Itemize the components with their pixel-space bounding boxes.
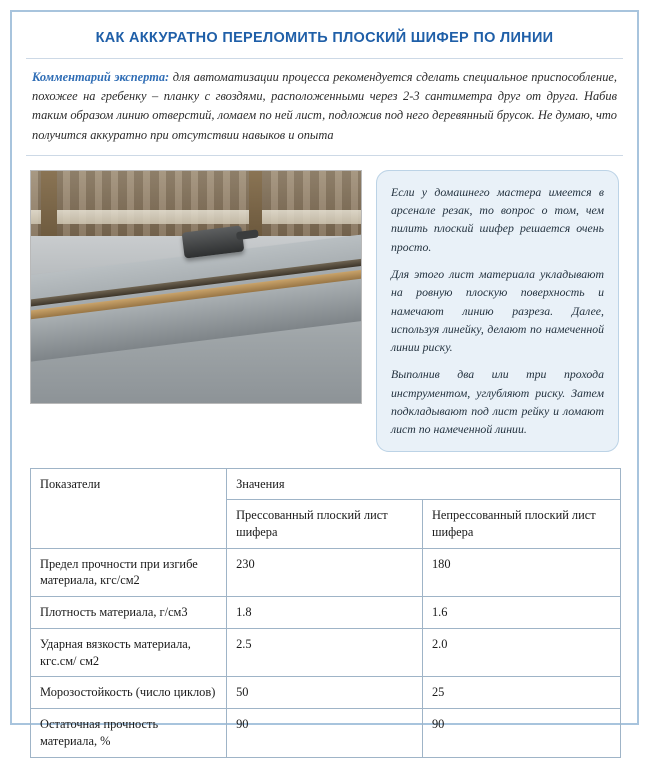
expert-comment-lead: Комментарий эксперта: [32, 70, 170, 84]
row-pressed-value: 2.5 [227, 628, 423, 676]
photo-bright-gap [31, 210, 361, 224]
expert-comment-text: для автоматизации процесса рекомендуется сделать специальное приспособление, похожее на гребенку – планку с гвоздями, расположенными через 2-3 сантиметра друг от друга. Набив таким образом линию отверстий, ломаем по ней лист, подложив под него деревянный брусок. Не думаю, что получится аккуратно при отсутствии навыков и опыта [32, 70, 617, 142]
row-unpressed-value: 180 [422, 548, 620, 596]
row-label: Ударная вязкость материала, кгс.см/ см2 [31, 628, 227, 676]
slate-photo [30, 170, 362, 404]
row-pressed-value: 90 [227, 709, 423, 757]
table-header-indicators: Показатели [31, 468, 227, 548]
row-label: Плотность материала, г/см3 [31, 597, 227, 629]
table-row [31, 709, 621, 757]
side-note-paragraph-2: Для этого лист материала укладывают на ровную плоскую поверхность и намечают линию разреза. Далее, используя линейку, делают по намеченной линии риску. [391, 267, 604, 355]
row-unpressed-value: 1.6 [422, 597, 620, 629]
side-note [376, 170, 619, 452]
side-note-paragraph-3: Выполнив два или три прохода инструментом, углубляют риску. Затем подкладывают под лист рейку и ломают лист по намеченной линии. [391, 367, 604, 437]
table-header-values: Значения [227, 468, 621, 500]
content-frame [10, 10, 639, 748]
row-unpressed-value: 90 [422, 709, 620, 757]
table-header-row [31, 468, 621, 500]
row-unpressed-value: 25 [422, 677, 620, 709]
row-label: Морозостойкость (число циклов) [31, 677, 227, 709]
table-subheader-pressed: Прессованный плоский лист шифера [227, 500, 423, 548]
row-unpressed-value: 2.0 [422, 628, 620, 676]
table-subheader-unpressed: Непрессованный плоский лист шифера [422, 500, 620, 548]
table-row [31, 597, 621, 629]
side-note-paragraph-1: Если у домашнего мастера имеется в арсенале резак, то вопрос о том, чем пилить плоский шифер решается очень просто. [391, 184, 604, 254]
table-row [31, 548, 621, 596]
row-pressed-value: 1.8 [227, 597, 423, 629]
table-row [31, 628, 621, 676]
row-pressed-value: 230 [227, 548, 423, 596]
table-row [31, 677, 621, 709]
row-pressed-value: 50 [227, 677, 423, 709]
row-label: Остаточная прочность материала, % [31, 709, 227, 757]
media-row [12, 156, 637, 460]
page-title: КАК АККУРАТНО ПЕРЕЛОМИТЬ ПЛОСКИЙ ШИФЕР ПО ЛИНИИ [95, 30, 554, 46]
expert-comment [26, 58, 623, 156]
specifications-table [30, 468, 621, 758]
row-label: Предел прочности при изгибе материала, кгс/см2 [31, 548, 227, 596]
